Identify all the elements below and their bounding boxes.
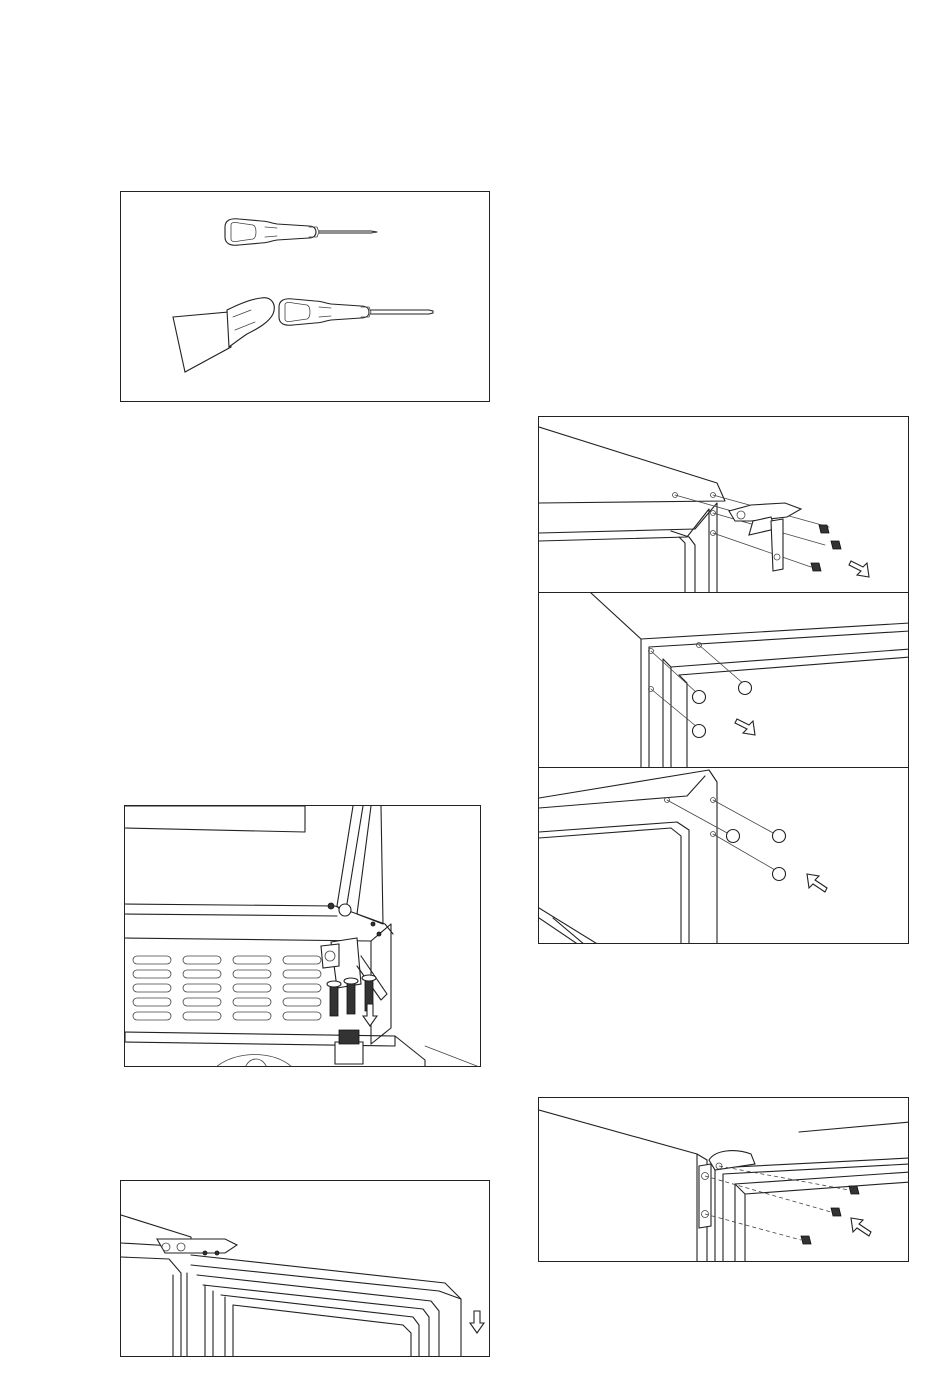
door-lift-drawing	[121, 1181, 490, 1357]
hinge-removal-drawing	[539, 417, 909, 594]
hole-plugs-insert-figure	[538, 767, 909, 944]
screw-icon	[811, 525, 841, 571]
tools-drawing	[121, 192, 490, 402]
hinge-removal-figure	[538, 416, 909, 594]
hole-plugs-removal-drawing	[539, 593, 909, 769]
screw-icon	[801, 1186, 859, 1244]
scraper-icon	[173, 298, 274, 372]
adjustable-foot-icon	[335, 1030, 363, 1064]
hole-icon	[328, 903, 334, 909]
lower-hinge-figure	[124, 805, 481, 1067]
vent-grille	[133, 956, 321, 1020]
arrow-icon	[470, 1311, 484, 1333]
hole-icon	[339, 904, 351, 916]
arrow-icon	[807, 874, 827, 892]
tools-figure	[120, 191, 490, 402]
hinge-icon	[157, 1239, 237, 1255]
hole-plugs-removal-figure	[538, 592, 909, 769]
lower-hinge-drawing	[125, 806, 481, 1067]
hinge-refit-drawing	[539, 1098, 909, 1262]
flat-screwdriver-icon	[279, 299, 433, 325]
hinge-refit-figure	[538, 1097, 909, 1262]
arrow-icon	[735, 719, 755, 735]
arrow-icon	[849, 561, 869, 577]
hinge-icon	[729, 503, 801, 571]
arrow-icon	[851, 1218, 871, 1236]
door-lift-figure	[120, 1180, 490, 1357]
plug-icon	[727, 830, 786, 881]
plug-icon	[693, 682, 752, 738]
phillips-screwdriver-icon	[225, 219, 377, 245]
hole-plugs-insert-drawing	[539, 768, 909, 944]
